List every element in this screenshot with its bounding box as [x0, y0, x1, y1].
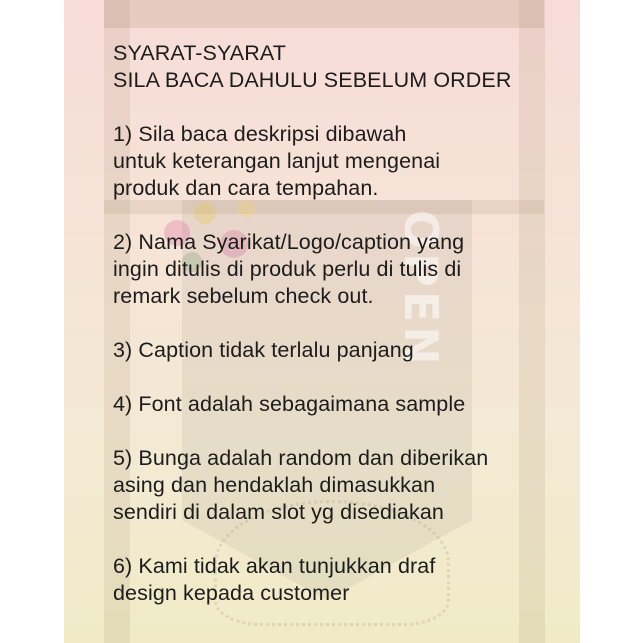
term-2-line-3: remark sebelum check out.	[113, 284, 374, 308]
term-2-line-2: ingin ditulis di produk perlu di tulis di	[113, 257, 462, 281]
term-5-line-3: sendiri di dalam slot yg disediakan	[113, 500, 444, 524]
term-2-line-1: 2) Nama Syarikat/Logo/caption yang	[113, 230, 465, 254]
door-frame-top	[104, 0, 544, 28]
notice-heading-line-2: SILA BACA DAHULU SEBELUM ORDER	[113, 68, 512, 92]
term-3-line-1: 3) Caption tidak terlalu panjang	[113, 338, 414, 362]
terms-notice	[113, 40, 573, 607]
term-1-line-3: produk dan cara tempahan.	[113, 176, 379, 200]
term-5-line-2: asing dan hendaklah dimasukkan	[113, 473, 436, 497]
term-1-line-2: untuk keterangan lanjut mengenai	[113, 149, 441, 173]
term-4-line-1: 4) Font adalah sebagaimana sample	[113, 392, 466, 416]
sign-word: OPEN	[394, 210, 448, 369]
term-1-line-1: 1) Sila baca deskripsi dibawah	[113, 122, 407, 146]
term-5-line-1: 5) Bunga adalah random dan diberikan	[113, 446, 489, 470]
term-6-line-1: 6) Kami tidak akan tunjukkan draf	[113, 554, 436, 578]
term-6-line-2: design kepada customer	[113, 581, 350, 605]
notice-heading-line-1: SYARAT-SYARAT	[113, 41, 286, 65]
